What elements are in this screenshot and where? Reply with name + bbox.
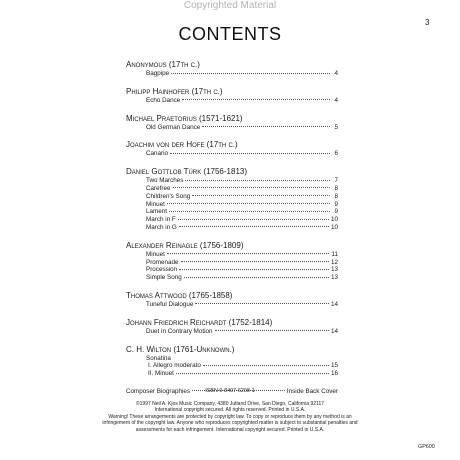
toc-entry — [126, 150, 338, 158]
toc-entry — [126, 216, 338, 224]
entry-page-number: 11 — [331, 250, 338, 258]
entry-page-number: 4 — [334, 96, 338, 104]
toc-entry — [126, 185, 338, 193]
entry-page-number: 4 — [334, 70, 338, 77]
entry-page-number: 6 — [334, 150, 338, 158]
warning-text: Warning! These arrangements are protected by copyright law. To copy or reproduce them by any method is an infringement of the copyright law. Anyone who reproduces copyrighted matter is subject to substantial penalties and assessments for each infringement. International copyright secured. Printed in U.S.A. — [102, 413, 358, 433]
composer-heading: Michael Praetorius (1571-1621) — [126, 113, 243, 123]
dot-leader — [179, 269, 329, 270]
copyright-line: ©1997 Neil A. Kjos Music Company, 4380 Jutland Drive, San Diego, California 92117 — [135, 400, 325, 407]
entry-page-number: 10 — [330, 223, 338, 231]
dot-leader — [181, 261, 329, 262]
entry-title: Minuet — [146, 200, 165, 208]
entry-title: Old German Dance — [146, 123, 201, 131]
toc-entry — [126, 301, 338, 309]
entry-title: Composer Biographies — [126, 387, 191, 395]
international-copyright-line: International copyright secured. All rights reserved. Printed in U.S.A. — [154, 407, 306, 414]
entry-title: Tuneful Dialogue — [146, 300, 194, 308]
catalog-number: GP600 — [418, 444, 435, 450]
entry-title: Canario — [146, 150, 169, 158]
table-of-contents — [126, 60, 338, 396]
entry-page-number: 8 — [334, 184, 338, 192]
dot-leader — [182, 99, 330, 100]
composer-heading: Thomas Attwood (1765-1858) — [126, 290, 233, 300]
entry-page-number: 15 — [330, 362, 338, 370]
composer-heading: Alexander Reinagle (1756-1809) — [126, 240, 244, 250]
entry-title: I. Allegro moderato — [148, 362, 201, 370]
toc-entry — [126, 177, 338, 185]
entry-title: Lament — [146, 208, 168, 216]
dot-leader — [215, 330, 329, 331]
toc-entry — [126, 328, 338, 336]
toc-entry — [126, 224, 338, 232]
entry-title: Minuet — [146, 250, 165, 258]
toc-entry — [126, 124, 338, 132]
toc-entry — [126, 193, 338, 201]
toc-entry — [126, 201, 338, 209]
watermark: Copyrighted Material — [183, 0, 277, 11]
toc-entry — [126, 259, 338, 267]
entry-title: March in F — [146, 216, 176, 224]
footer — [100, 388, 360, 434]
entry-page-number: 14 — [330, 300, 338, 308]
dot-leader — [167, 203, 330, 204]
page-number: 3 — [425, 18, 430, 27]
dot-leader — [192, 195, 330, 196]
dot-leader — [176, 373, 329, 374]
entry-page-number: 14 — [330, 327, 338, 335]
entry-page-number: 8 — [334, 192, 338, 200]
dot-leader — [169, 211, 330, 212]
composer-heading: Johann Friedrich Reichardt (1752-1814) — [126, 317, 273, 327]
work-subheading: Sonatina — [146, 354, 171, 362]
entry-page-number: 9 — [334, 208, 338, 216]
isbn: ISBN 0-8497-6208-1 — [205, 388, 255, 394]
dot-leader — [179, 226, 329, 227]
entry-page-number: 10 — [330, 216, 338, 224]
entry-title: Bagpipe — [146, 70, 170, 77]
dot-leader — [185, 180, 330, 181]
toc-entry — [126, 266, 338, 274]
dot-leader — [170, 153, 330, 154]
composer-heading: Philipp Hainhofer (17th c.) — [126, 86, 223, 96]
entry-title: Echo Dance — [146, 96, 181, 104]
entry-title: Carefree — [146, 184, 171, 192]
entry-title: March in G — [146, 223, 177, 231]
toc-entry — [126, 362, 338, 370]
entry-page-number: 13 — [330, 274, 338, 282]
dot-leader — [202, 126, 330, 127]
entry-title: Procession — [146, 266, 178, 274]
entry-page-number: 9 — [334, 200, 338, 208]
composer-heading: C. H. Wilton (1761-Unknown.) — [126, 344, 235, 354]
composer-heading: Daniel Gottlob Türk (1756-1813) — [126, 167, 248, 177]
page-title: CONTENTS — [178, 24, 282, 44]
entry-title: Promenade — [146, 258, 179, 266]
entry-page-number: 12 — [330, 258, 338, 266]
entry-page-number: 16 — [330, 370, 338, 378]
dot-leader — [171, 73, 330, 74]
entry-title: Children's Song — [146, 192, 191, 200]
entry-title: Duet in Contrary Motion — [146, 327, 213, 335]
dot-leader — [173, 187, 331, 188]
toc-entry — [126, 208, 338, 216]
entry-title: Two Marches — [146, 177, 184, 185]
entry-page-number: 7 — [334, 177, 338, 185]
toc-entry — [126, 97, 338, 105]
toc-entry — [126, 70, 338, 78]
composer-heading: Anonymous (17th c.) — [126, 60, 200, 69]
dot-leader — [178, 219, 329, 220]
composer-heading: Joachim von der Hofe (17th c.) — [126, 140, 238, 150]
dot-leader — [195, 303, 329, 304]
entry-title: II. Minuet — [148, 370, 174, 378]
dot-leader — [184, 277, 329, 278]
dot-leader — [167, 253, 330, 254]
toc-entry — [126, 370, 338, 378]
toc-entry — [126, 274, 338, 282]
entry-page-number: 13 — [330, 266, 338, 274]
entry-title: Simple Song — [146, 274, 182, 282]
dot-leader — [203, 365, 329, 366]
entry-page-number: Inside Back Cover — [286, 387, 338, 395]
toc-entry — [126, 251, 338, 259]
entry-page-number: 5 — [334, 123, 338, 131]
